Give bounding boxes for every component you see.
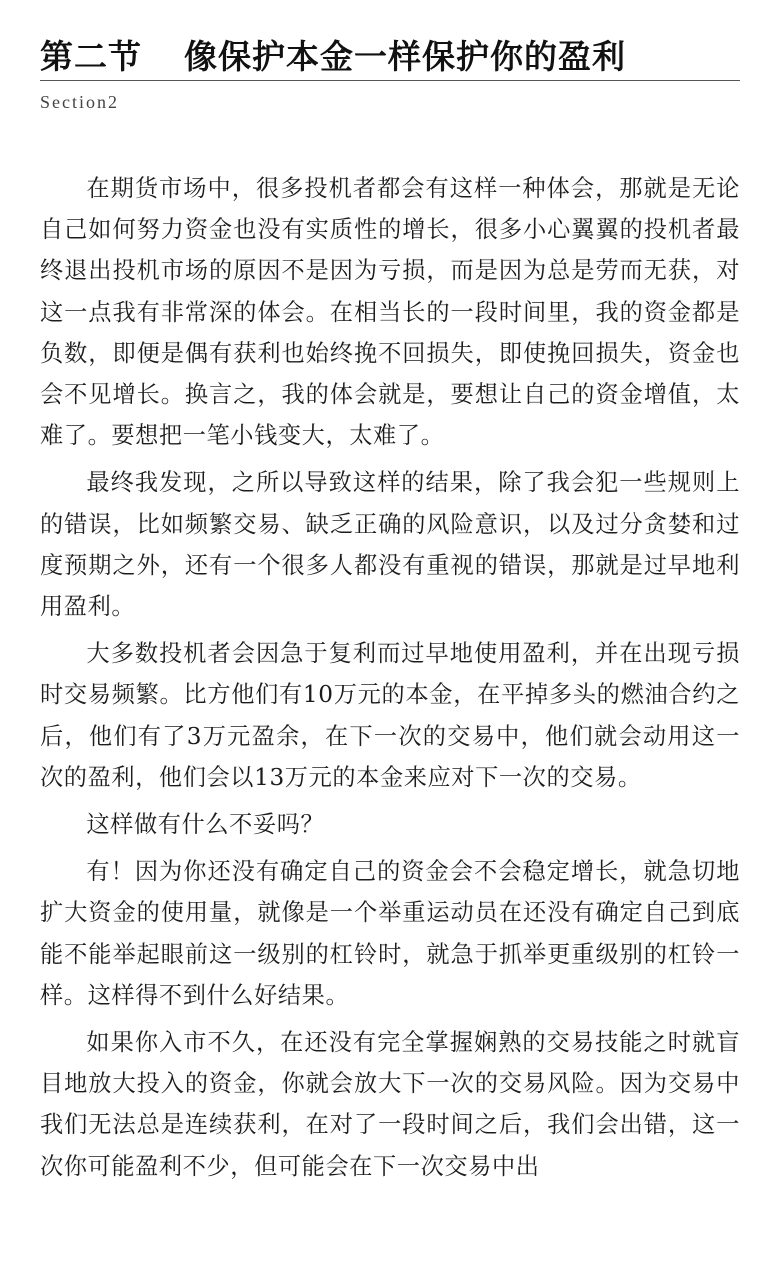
paragraph-1: 在期货市场中，很多投机者都会有这样一种体会，那就是无论自己如何努力资金也没有实质性的增长，很多小心翼翼的投机者最终退出投机市场的原因不是因为亏损，而是因为总是劳而无获，对这一点我有非常深的体会。在相当长的一段时间里，我的资金都是负数，即便是偶有获利也始终挽不回损失，即使挽回损失，资金也会不见增长。换言之，我的体会就是，要想让自己的资金增值，太难了。要想把一笔小钱变大，太难了。 bbox=[40, 175, 740, 450]
paragraph-5: 有！因为你还没有确定自己的资金会不会稳定增长，就急切地扩大资金的使用量，就像是一个举重运动员在还没有确定自己到底能不能举起眼前这一级别的杠铃时，就急于抓举更重级别的杠铃一样。这样得不到什么好结果。 bbox=[40, 858, 740, 1009]
paragraph-2: 最终我发现，之所以导致这样的结果，除了我会犯一些规则上的错误，比如频繁交易、缺乏正确的风险意识，以及过分贪婪和过度预期之外，还有一个很多人都没有重视的错误，那就是过早地利用盈利。 bbox=[40, 469, 740, 621]
section-number: 第二节 bbox=[40, 36, 142, 76]
heading-divider bbox=[40, 80, 740, 81]
section-title: 像保护本金一样保护你的盈利 bbox=[184, 36, 626, 76]
paragraph-3: 大多数投机者会因急于复利而过早地使用盈利，并在出现亏损时交易频繁。比方他们有10万元的本金，在平掉多头的燃油合约之后，他们有了3万元盈余，在下一次的交易中，他们就会动用这一次的盈利，他们会以13万元的本金来应对下一次的交易。 bbox=[40, 640, 740, 791]
section-label: Section2 bbox=[40, 92, 119, 112]
paragraph-6: 如果你入市不久，在还没有完全掌握娴熟的交易技能之时就盲目地放大投入的资金，你就会放大下一次的交易风险。因为交易中我们无法总是连续获利，在对了一段时间之后，我们会出错，这一次你可能盈利不少，但可能会在下一次交易中出 bbox=[40, 1029, 740, 1180]
section-heading bbox=[40, 28, 740, 80]
body-text bbox=[40, 168, 740, 1193]
paragraph-4: 这样做有什么不妥吗？ bbox=[86, 811, 325, 839]
